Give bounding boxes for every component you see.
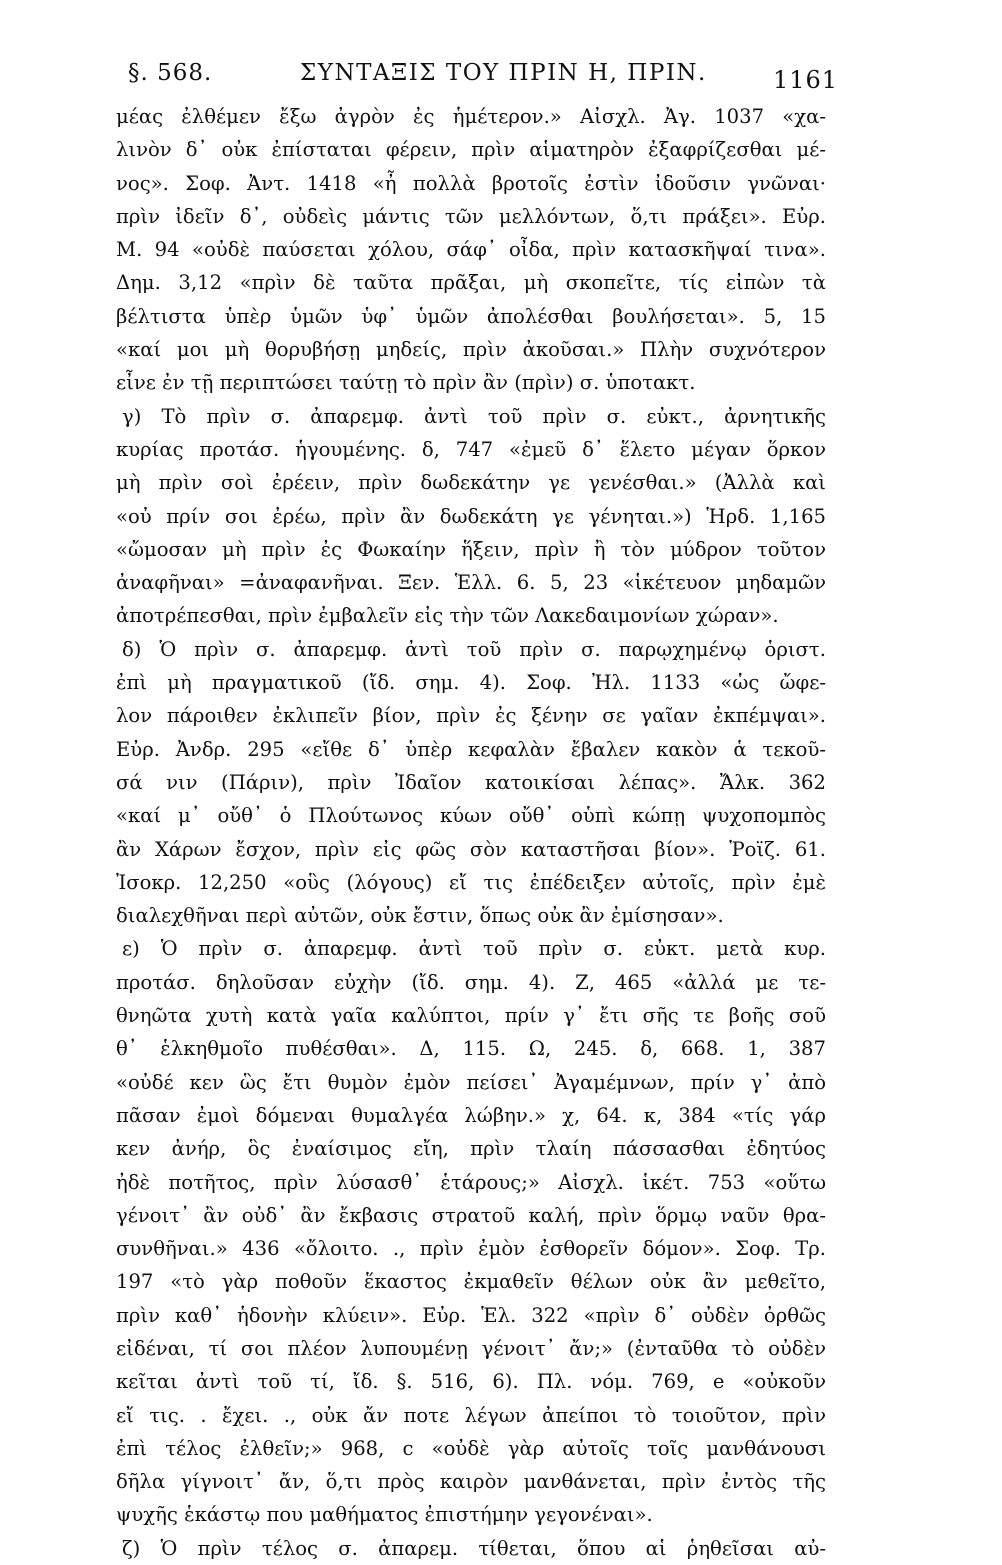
- text-line: γ) Τὸ πρὶν σ. ἀπαρεμφ. ἀντὶ τοῦ πρὶν σ. εὐκτ., ἀρνητικῆς: [122, 404, 826, 428]
- text-line: γένοιτ᾽ ἂν οὐδ᾽ ἂν ἔκβασις στρατοῦ καλή, πρὶν ὅρμῳ ναῦν θρα-: [116, 1203, 826, 1227]
- text-line: θνηῶτα χυτὴ κατὰ γαῖα καλύπτοι, πρίν γ᾽ ἔτι σῆς τε βοῆς σοῦ: [116, 1004, 826, 1028]
- text-line: πρὶν ἰδεῖν δ᾽, οὐδεὶς μάντις τῶν μελλόντων, ὅ,τι πράξει». Εὐρ.: [116, 204, 826, 228]
- text-line: σά νιν (Πάριν), πρὶν Ἰδαῖον κατοικίσαι λέπας». Ἄλκ. 362: [116, 770, 826, 794]
- page-number: 1161: [773, 66, 839, 94]
- text-line: λινὸν δ᾽ οὐκ ἐπίσταται φέρειν, πρὶν αἱματηρὸν ἐξαφρίζεσθαι μέ-: [116, 138, 826, 162]
- text-line: εἴ τις. . ἔχει. ., οὐκ ἄν ποτε λέγων ἀπείποι τὸ τοιοῦτον, πρὶν: [116, 1403, 826, 1427]
- running-title: ΣΥΝΤΑΞΙΣ ΤΟΥ ΠΡΙΝ Η, ΠΡΙΝ.: [300, 60, 707, 86]
- text-line: Εὐρ. Ἀνδρ. 295 «εἴθε δ᾽ ὑπὲρ κεφαλὰν ἔβαλεν κακὸν ἁ τεκοῦ-: [116, 737, 826, 761]
- text-line: λον πάροιθεν ἐκλιπεῖν βίον, πρὶν ἐς ξένην σε γαῖαν ἐκπέμψαι».: [116, 704, 826, 728]
- text-line: ἐπὶ μὴ πραγματικοῦ (ἴδ. σημ. 4). Σοφ. Ἠλ. 1133 «ὡς ὤφε-: [116, 671, 826, 695]
- text-line: μέας ἐλθέμεν ἔξω ἀγρὸν ἐς ἡμέτερον.» Αἰσχλ. Ἀγ. 1037 «χα-: [116, 105, 826, 128]
- text-line: ἐπὶ τέλος ἐλθεῖν;» 968, c «οὐδὲ γὰρ αὐτοῖς τοῖς μανθάνουσι: [116, 1436, 826, 1460]
- text-line: Ἰσοκρ. 12,250 «οὓς (λόγους) εἴ τις ἐπέδειξεν αὐτοῖς, πρὶν ἐμὲ: [116, 870, 826, 894]
- text-line: 197 «τὸ γὰρ ποθοῦν ἕκαστος ἐκμαθεῖν θέλων οὐκ ἂν μεθεῖτο,: [116, 1270, 826, 1294]
- text-line: ε) Ὁ πρὶν σ. ἀπαρεμφ. ἀντὶ τοῦ πρὶν σ. εὐκτ. μετὰ κυρ.: [122, 937, 826, 961]
- text-line: δ) Ὁ πρὶν σ. ἀπαρεμφ. ἀντὶ τοῦ πρὶν σ. παρῳχημένῳ ὁριστ.: [122, 637, 826, 661]
- text-line: προτάσ. δηλοῦσαν εὐχὴν (ἴδ. σημ. 4). Ζ, 465 «ἀλλά με τε-: [116, 970, 826, 994]
- text-line: βέλτιστα ὑπὲρ ὑμῶν ὑφ᾽ ὑμῶν ἀπολέσθαι βουλήσεται». 5, 15: [116, 304, 826, 328]
- text-line: ἀναφῆναι» =ἀναφανῆναι. Ξεν. Ἑλλ. 6. 5, 23 «ἱκέτευον μηδαμῶν: [116, 571, 826, 595]
- text-line: νος». Σοφ. Ἀντ. 1418 «ἦ πολλὰ βροτοῖς ἐστὶν ἰδοῦσιν γνῶναι·: [116, 171, 826, 195]
- text-line: Μ. 94 «οὐδὲ παύσεται χόλου, σάφ᾽ οἶδα, πρὶν κατασκῆψαί τινα».: [116, 238, 826, 262]
- text-line: «οὐ πρίν σοι ἐρέω, πρὶν ἂν δωδεκάτη γε γένηται.») Ἡρδ. 1,165: [116, 504, 826, 528]
- text-line: «καί μοι μὴ θορυβήσῃ μηδείς, πρὶν ἀκοῦσαι.» Πλὴν συχνότερον: [116, 338, 826, 362]
- text-line: κεῖται ἀντὶ τοῦ τί, ἴδ. §. 516, 6). Πλ. νόμ. 769, e «οὐκοῦν: [116, 1370, 826, 1394]
- text-line: πρὶν καθ᾽ ἡδονὴν κλύειν». Εὐρ. Ἑλ. 322 «πρὶν δ᾽ οὐδὲν ὀρθῶς: [116, 1303, 826, 1327]
- text-line: εἶνε ἐν τῇ περιπτώσει ταύτῃ τὸ πρὶν ἂν (πρὶν) σ. ὑποτακτ.: [116, 371, 696, 395]
- section-number: §. 568.: [128, 60, 213, 86]
- text-line: «ὤμοσαν μὴ πρὶν ἐς Φωκαίην ἥξειν, πρὶν ἢ τὸν μύδρον τοῦτον: [116, 537, 826, 561]
- text-line: Δημ. 3,12 «πρὶν δὲ ταῦτα πρᾶξαι, μὴ σκοπεῖτε, τίς εἰπὼν τὰ: [116, 271, 826, 295]
- text-line: μὴ πρὶν σοὶ ἐρέειν, πρὶν δωδεκάτην γε γενέσθαι.» (Ἀλλὰ καὶ: [116, 471, 826, 495]
- body-text: [116, 100, 826, 1565]
- text-line: ζ) Ὁ πρὶν τέλος σ. ἀπαρεμ. τίθεται, ὅπου αἱ ῥηθεῖσαι αὐ-: [122, 1536, 826, 1560]
- text-line: διαλεχθῆναι περὶ αὐτῶν, οὐκ ἔστιν, ὅπως οὐκ ἂν ἐμίσησαν».: [116, 904, 724, 928]
- text-line: συνθῆναι.» 436 «ὄλοιτο. ., πρὶν ἐμὸν ἐσθορεῖν δόμον». Σοφ. Τρ.: [116, 1237, 826, 1261]
- text-line: ψυχῆς ἑκάστῳ που μαθήματος ἐπιστήμην γεγονέναι».: [116, 1503, 653, 1527]
- text-line: κεν ἀνήρ, ὃς ἐναίσιμος εἴη, πρὶν τλαίη πάσσασθαι ἐδητύος: [116, 1137, 826, 1161]
- text-line: θ᾽ ἑλκηθμοῖο πυθέσθαι». Δ, 115. Ω, 245. δ, 668. 1, 387: [116, 1037, 826, 1061]
- text-line: «οὐδέ κεν ὣς ἔτι θυμὸν ἐμὸν πείσει᾽ Ἀγαμέμνων, πρίν γ᾽ ἀπὸ: [116, 1070, 826, 1094]
- text-line: εἰδέναι, τί σοι πλέον λυπουμένῃ γένοιτ᾽ ἄν;» (ἐνταῦθα τὸ οὐδὲν: [116, 1336, 826, 1360]
- text-line: ἀποτρέπεσθαι, πρὶν ἐμβαλεῖν εἰς τὴν τῶν Λακεδαιμονίων χώραν».: [116, 604, 779, 628]
- page-header: [128, 58, 839, 98]
- text-line: δῆλα γίγνοιτ᾽ ἄν, ὅ,τι πρὸς καιρὸν μανθάνεται, πρὶν ἐντὸς τῆς: [116, 1470, 826, 1494]
- text-line: ἠδὲ ποτῆτος, πρὶν λύσασθ᾽ ἑτάρους;» Αἰσχλ. ἱκέτ. 753 «οὕτω: [116, 1170, 826, 1194]
- text-line: ἂν Χάρων ἔσχον, πρὶν εἰς φῶς σὸν καταστῆσαι βίον». Ῥοϊζ. 61.: [116, 837, 826, 861]
- text-line: πᾶσαν ἐμοὶ δόμεναι θυμαλγέα λώβην.» χ, 64. κ, 384 «τίς γάρ: [116, 1103, 826, 1127]
- text-line: «καί μ᾽ οὔθ᾽ ὁ Πλούτωνος κύων οὔθ᾽ οὑπὶ κώπῃ ψυχοπομπὸς: [116, 804, 826, 828]
- text-line: κυρίας προτάσ. ἡγουμένης. δ, 747 «ἐμεῦ δ᾽ ἕλετο μέγαν ὅρκον: [116, 437, 826, 461]
